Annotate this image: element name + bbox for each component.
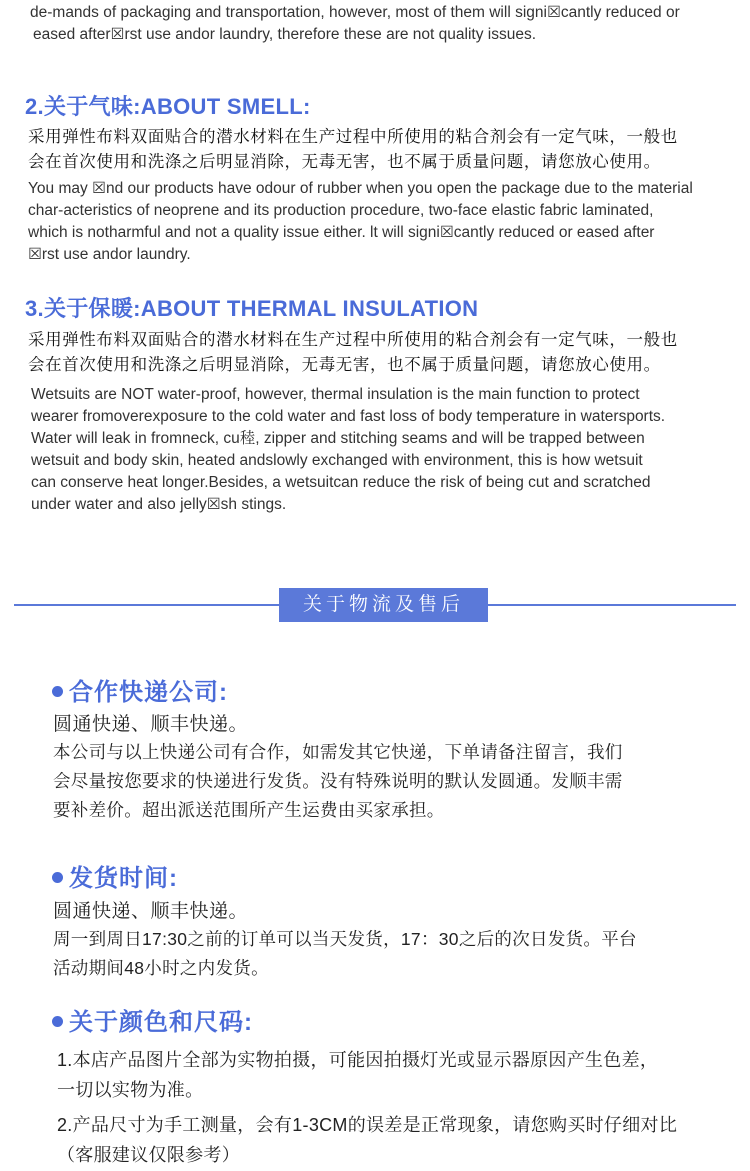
smell-cn-line: 会在首次使用和洗涤之后明显消除，无毒无害，也不属于质量问题，请您放心使用。 — [28, 153, 661, 171]
smell-en-line: which is notharmful and not a quality issue either. lt will signi☒cantly reduced or eased after — [28, 224, 655, 241]
thermal-cn-line: 会在首次使用和洗涤之后明显消除，无毒无害，也不属于质量问题，请您放心使用。 — [28, 356, 661, 374]
thermal-en-line: wearer fromoverexposure to the cold water and fast loss of body temperature in watersports. — [31, 408, 666, 425]
intro-text-line: eased after☒rst use andor laundry, therefore these are not quality issues. — [33, 26, 537, 43]
thermal-en-line: under water and also jelly☒sh stings. — [31, 496, 287, 513]
thermal-en-line: Wetsuits are NOT water-proof, however, thermal insulation is the main function to protect — [31, 386, 640, 403]
color-size-item-1: 1.本店产品图片全部为实物拍摄，可能因拍摄灯光或显示器原因产生色差， — [57, 1050, 659, 1070]
color-size-item-2-cont: （客服建议仅限参考） — [57, 1145, 240, 1165]
courier-heading — [52, 672, 228, 707]
smell-cn-line: 采用弹性布料双面贴合的潜水材料在生产过程中所使用的粘合剂会有一定气味，一般也 — [28, 128, 678, 146]
smell-heading: 2.关于气味:ABOUT SMELL: — [25, 94, 311, 119]
shipping-heading — [52, 858, 178, 893]
smell-en-line: char-acteristics of neoprene and its production procedure, two-face elastic fabric laminated, — [28, 202, 654, 219]
divider-line-left — [14, 604, 280, 606]
thermal-en-line: wetsuit and body skin, heated andslowly exchanged with environment, this is how wetsuit — [31, 452, 643, 469]
color-size-item-2: 2.产品尺寸为手工测量，会有1-3CM的误差是正常现象，请您购买时仔细对比 — [57, 1115, 678, 1135]
shipping-line: 活动期间48小时之内发货。 — [53, 958, 269, 978]
shipping-subtitle: 圆通快递、顺丰快递。 — [53, 901, 249, 922]
bullet-dot-icon — [52, 1016, 63, 1027]
shipping-heading-text: 发货时间: — [69, 865, 178, 892]
thermal-cn-line: 采用弹性布料双面贴合的潜水材料在生产过程中所使用的粘合剂会有一定气味，一般也 — [28, 331, 678, 349]
courier-heading-text: 合作快递公司: — [69, 679, 228, 706]
section-divider-title: 关于物流及售后 — [279, 588, 488, 622]
color-size-heading — [52, 1002, 253, 1037]
thermal-en-line: can conserve heat longer.Besides, a wetsuitcan reduce the risk of being cut and scratched — [31, 474, 651, 491]
courier-line: 本公司与以上快递公司有合作，如需发其它快递，下单请备注留言，我们 — [53, 742, 623, 762]
shipping-line: 周一到周日17:30之前的订单可以当天发货，17：30之后的次日发货。平台 — [53, 929, 637, 949]
smell-en-line: ☒rst use andor laundry. — [28, 246, 191, 263]
color-size-item-1-cont: 一切以实物为准。 — [57, 1080, 204, 1100]
courier-line: 要补差价。超出派送范围所产生运费由买家承担。 — [53, 800, 445, 820]
thermal-en-line: Water will leak in fromneck, cu稑, zipper and stitching seams and will be trapped between — [31, 430, 645, 447]
smell-en-line: You may ☒nd our products have odour of rubber when you open the package due to the material — [28, 180, 693, 197]
thermal-heading: 3.关于保暖:ABOUT THERMAL INSULATION — [25, 296, 479, 321]
color-size-heading-text: 关于颜色和尺码: — [69, 1009, 253, 1036]
divider-line-right — [488, 604, 736, 606]
courier-subtitle: 圆通快递、顺丰快递。 — [53, 714, 249, 735]
intro-text-line: de-mands of packaging and transportation, however, most of them will signi☒cantly reduced or — [30, 4, 680, 21]
bullet-dot-icon — [52, 872, 63, 883]
courier-line: 会尽量按您要求的快递进行发货。没有特殊说明的默认发圆通。发顺丰需 — [53, 771, 623, 791]
bullet-dot-icon — [52, 686, 63, 697]
